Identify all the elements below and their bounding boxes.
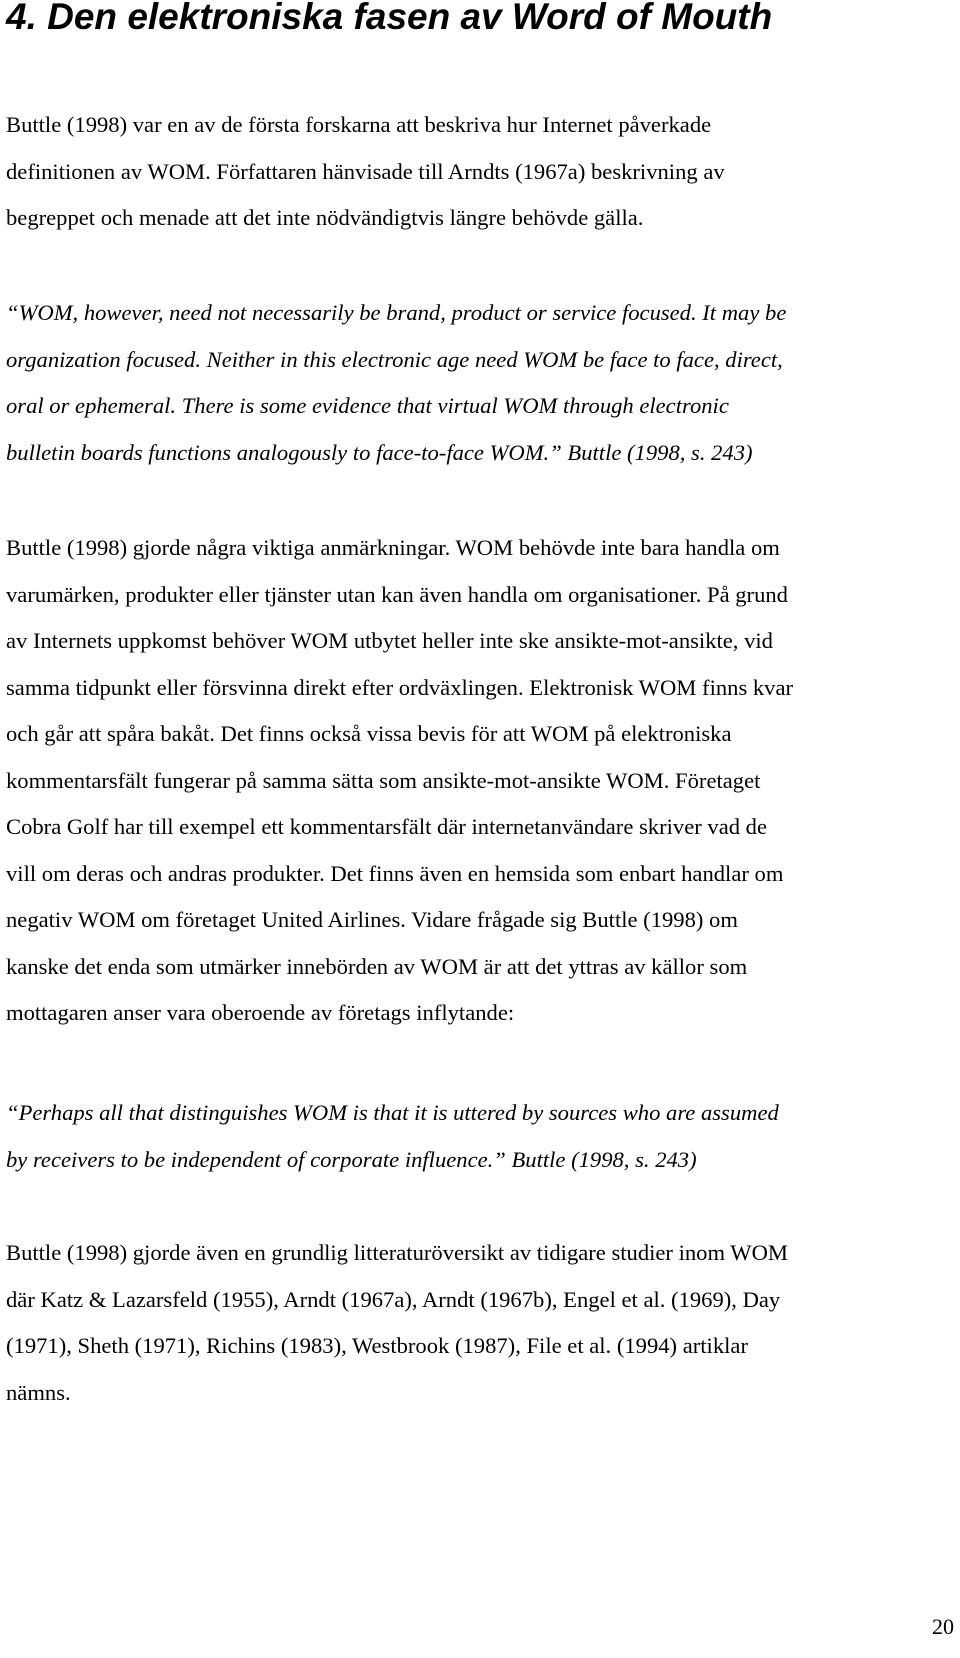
paragraph-literature	[6, 1230, 954, 1416]
text-line: Buttle (1998) gjorde även en grundlig litteraturöversikt av tidigare studier inom WOM	[6, 1240, 789, 1265]
text-line: negativ WOM om företaget United Airlines. Vidare frågade sig Buttle (1998) om	[6, 907, 738, 932]
text-line: (1971), Sheth (1971), Richins (1983), Westbrook (1987), File et al. (1994) artiklar	[6, 1333, 748, 1358]
text-line: nämns.	[6, 1379, 71, 1405]
text-line: vill om deras och andras produkter. Det finns även en hemsida som enbart handlar om	[6, 860, 784, 886]
text-line: samma tidpunkt eller försvinna direkt efter ordväxlingen. Elektronisk WOM finns kvar	[6, 674, 794, 700]
text-line: mottagaren anser vara oberoende av företags inflytande:	[6, 1000, 515, 1025]
block-quote-1	[6, 290, 954, 476]
quote-line: oral or ephemeral. There is some evidence that virtual WOM through electronic	[6, 393, 729, 418]
quote-line: “Perhaps all that distinguishes WOM is that it is uttered by sources who are assumed	[6, 1100, 779, 1125]
quote-line: “WOM, however, need not necessarily be brand, product or service focused. It may be	[6, 300, 787, 325]
text-line: av Internets uppkomst behöver WOM utbytet heller inte ske ansikte-mot-ansikte, vid	[6, 628, 773, 653]
section-heading: 4. Den elektroniska fasen av Word of Mouth	[6, 0, 773, 37]
text-line: Cobra Golf har till exempel ett kommentarsfält där internetanvändare skriver vad de	[6, 814, 767, 839]
page-number: 20	[932, 1614, 954, 1639]
text-line: Buttle (1998) gjorde några viktiga anmärkningar. WOM behövde inte bara handla om	[6, 535, 780, 560]
block-quote-2	[6, 1090, 954, 1183]
text-line: kanske det enda som utmärker innebörden av WOM är att det yttras av källor som	[6, 953, 748, 979]
text-line: där Katz & Lazarsfeld (1955), Arndt (1967a), Arndt (1967b), Engel et al. (1969), Day	[6, 1286, 781, 1312]
quote-line: organization focused. Neither in this electronic age need WOM be face to face, direct,	[6, 346, 783, 372]
text-line: Buttle (1998) var en av de första forskarna att beskriva hur Internet påverkade	[6, 112, 712, 137]
text-line: varumärken, produkter eller tjänster utan kan även handla om organisationer. På grund	[6, 581, 788, 607]
quote-line: bulletin boards functions analogously to face-to-face WOM.” Buttle (1998, s. 243)	[6, 439, 753, 465]
text-line: begreppet och menade att det inte nödvändigtvis längre behövde gälla.	[6, 205, 644, 230]
quote-line: by receivers to be independent of corporate influence.” Buttle (1998, s. 243)	[6, 1146, 697, 1172]
paragraph-analysis	[6, 525, 954, 1037]
text-line: och går att spåra bakåt. Det finns också vissa bevis för att WOM på elektroniska	[6, 721, 732, 746]
text-line: kommentarsfält fungerar på samma sätta som ansikte-mot-ansikte WOM. Företaget	[6, 767, 761, 793]
text-line: definitionen av WOM. Författaren hänvisade till Arndts (1967a) beskrivning av	[6, 158, 725, 184]
paragraph-intro	[6, 102, 954, 242]
